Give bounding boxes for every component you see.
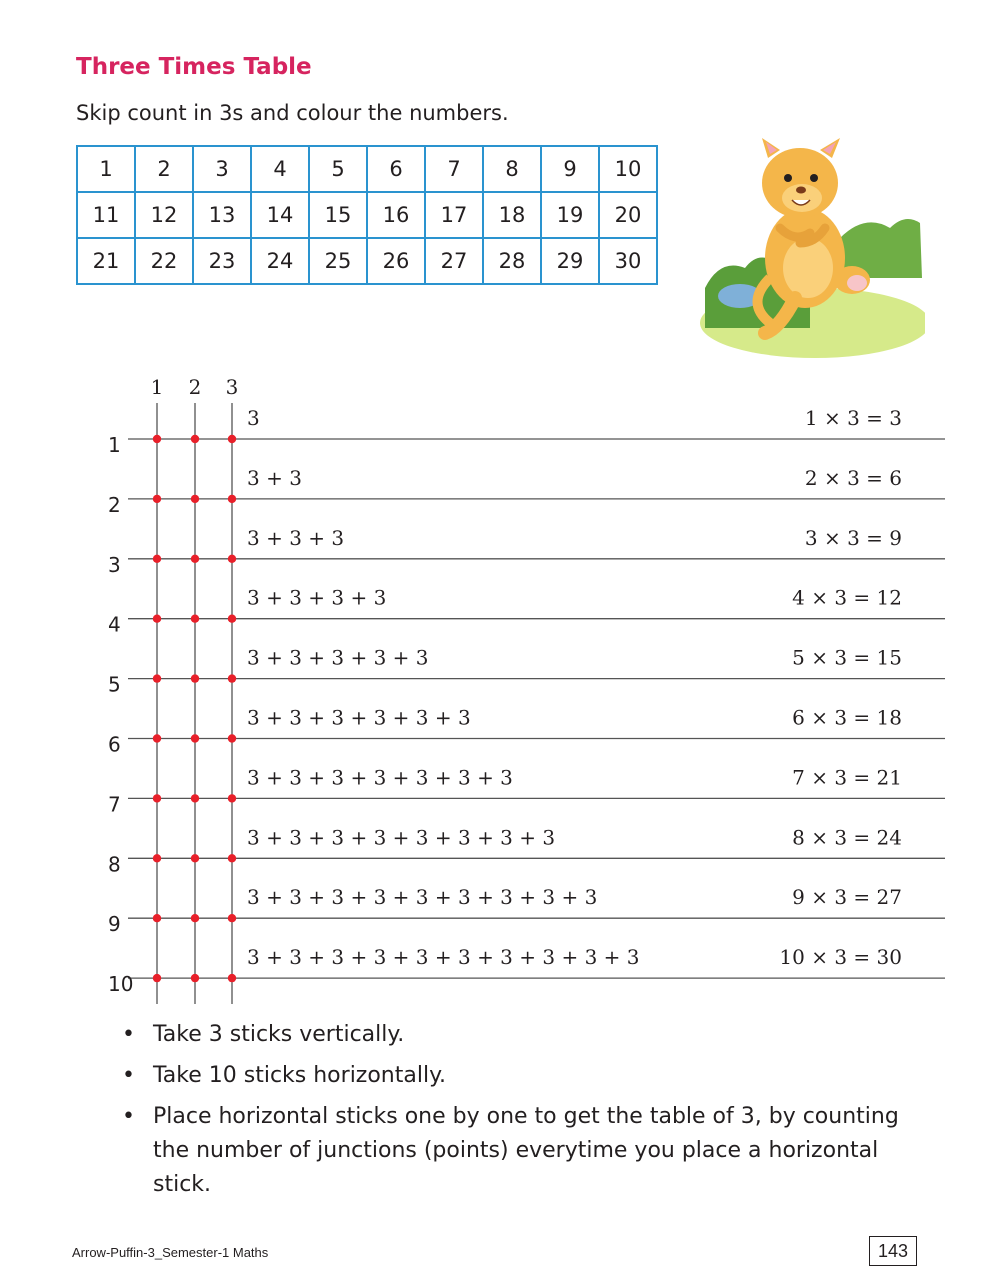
- grid-cell[interactable]: 17: [425, 192, 483, 238]
- junction-point: [228, 794, 236, 802]
- horizontal-stick-label: 10: [108, 972, 134, 997]
- junction-point: [228, 854, 236, 862]
- junction-point: [191, 435, 199, 443]
- grid-cell[interactable]: 26: [367, 238, 425, 284]
- multiplication-fact: 5 × 3 = 15: [792, 645, 902, 670]
- multiplication-fact: 1 × 3 = 3: [804, 406, 902, 430]
- list-item: [110, 1059, 930, 1093]
- grid-cell[interactable]: 19: [541, 192, 599, 238]
- grid-cell[interactable]: 6: [367, 146, 425, 192]
- junction-point: [191, 615, 199, 623]
- repeated-addition: 3 + 3 + 3 + 3 + 3: [247, 645, 429, 670]
- vertical-stick-label: 1: [150, 375, 164, 399]
- horizontal-stick-label: 6: [108, 732, 121, 757]
- horizontal-stick-label: 4: [108, 612, 121, 637]
- list-item: [110, 1100, 930, 1202]
- grid-cell[interactable]: 15: [309, 192, 367, 238]
- grid-cell[interactable]: 29: [541, 238, 599, 284]
- repeated-addition: 3 + 3 + 3 + 3 + 3 + 3: [247, 705, 471, 730]
- bullet-dot: •: [122, 1104, 135, 1129]
- grid-cell[interactable]: 3: [193, 146, 251, 192]
- junction-point: [153, 734, 161, 742]
- junction-point: [228, 734, 236, 742]
- junction-point: [191, 674, 199, 682]
- junction-point: [228, 974, 236, 982]
- junction-point: [228, 914, 236, 922]
- grid-cell[interactable]: 7: [425, 146, 483, 192]
- grid-cell[interactable]: 21: [77, 238, 135, 284]
- junction-point: [191, 495, 199, 503]
- multiplication-fact: 6 × 3 = 18: [792, 705, 902, 730]
- instruction-list: [110, 1018, 930, 1209]
- horizontal-stick-label: 8: [108, 852, 121, 877]
- page-number: 143: [869, 1236, 917, 1266]
- junction-point: [228, 615, 236, 623]
- repeated-addition: 3 + 3 + 3 + 3 + 3 + 3 + 3 + 3 + 3 + 3: [247, 945, 640, 970]
- junction-point: [191, 854, 199, 862]
- bullet-text: Place horizontal sticks one by one to get the table of 3, by counting the number of junctions (points) everytime you place a horizontal stick.: [153, 1104, 899, 1197]
- grid-cell[interactable]: 24: [251, 238, 309, 284]
- junction-point: [191, 914, 199, 922]
- grid-cell[interactable]: 14: [251, 192, 309, 238]
- junction-point: [191, 794, 199, 802]
- grid-cell[interactable]: 27: [425, 238, 483, 284]
- instruction-text: Skip count in 3s and colour the numbers.: [76, 101, 509, 125]
- multiplication-fact: 2 × 3 = 6: [804, 465, 902, 490]
- bullet-dot: •: [122, 1063, 135, 1088]
- grid-cell[interactable]: 4: [251, 146, 309, 192]
- grid-cell[interactable]: 20: [599, 192, 657, 238]
- junction-point: [191, 555, 199, 563]
- bullet-dot: •: [122, 1022, 135, 1047]
- grid-cell[interactable]: 9: [541, 146, 599, 192]
- grid-cell[interactable]: 16: [367, 192, 425, 238]
- junction-point: [153, 495, 161, 503]
- repeated-addition: 3 + 3: [247, 465, 302, 490]
- footer-text: Arrow-Puffin-3_Semester-1 Maths: [72, 1245, 269, 1260]
- horizontal-stick-label: 2: [108, 492, 121, 517]
- bullet-text: Take 10 sticks horizontally.: [153, 1063, 446, 1088]
- horizontal-stick-label: 3: [108, 552, 121, 577]
- grid-cell[interactable]: 13: [193, 192, 251, 238]
- multiplication-fact: 7 × 3 = 21: [792, 765, 902, 790]
- repeated-addition: 3: [247, 406, 260, 430]
- junction-point: [153, 435, 161, 443]
- junction-point: [153, 555, 161, 563]
- junction-point: [153, 674, 161, 682]
- repeated-addition: 3 + 3 + 3: [247, 525, 345, 550]
- horizontal-stick-label: 9: [108, 912, 121, 937]
- multiplication-fact: 9 × 3 = 27: [792, 885, 902, 910]
- grid-cell[interactable]: 28: [483, 238, 541, 284]
- junction-point: [191, 974, 199, 982]
- grid-cell[interactable]: 12: [135, 192, 193, 238]
- grid-cell[interactable]: 5: [309, 146, 367, 192]
- grid-cell[interactable]: 2: [135, 146, 193, 192]
- grid-cell[interactable]: 11: [77, 192, 135, 238]
- page-title: Three Times Table: [76, 54, 312, 80]
- vertical-stick-label: 2: [188, 375, 202, 399]
- junction-point: [228, 674, 236, 682]
- junction-point: [153, 794, 161, 802]
- list-item: [110, 1018, 930, 1052]
- grid-cell[interactable]: 25: [309, 238, 367, 284]
- junction-point: [191, 734, 199, 742]
- repeated-addition: 3 + 3 + 3 + 3 + 3 + 3 + 3 + 3 + 3: [247, 885, 598, 910]
- horizontal-stick-label: 5: [108, 672, 121, 697]
- repeated-addition: 3 + 3 + 3 + 3 + 3 + 3 + 3: [247, 765, 513, 790]
- vertical-stick-label: 3: [225, 375, 239, 399]
- multiplication-fact: 4 × 3 = 12: [792, 585, 902, 610]
- junction-point: [153, 615, 161, 623]
- multiplication-fact: 10 × 3 = 30: [779, 945, 902, 970]
- horizontal-stick-label: 1: [108, 433, 121, 457]
- junction-point: [153, 914, 161, 922]
- junction-point: [228, 495, 236, 503]
- grid-cell[interactable]: 1: [77, 146, 135, 192]
- grid-cell[interactable]: 10: [599, 146, 657, 192]
- bullet-text: Take 3 sticks vertically.: [153, 1022, 405, 1047]
- junction-point: [228, 555, 236, 563]
- junction-point: [228, 435, 236, 443]
- grid-cell[interactable]: 8: [483, 146, 541, 192]
- junction-point: [153, 854, 161, 862]
- junction-point: [153, 974, 161, 982]
- grid-cell[interactable]: 18: [483, 192, 541, 238]
- horizontal-stick-label: 7: [108, 792, 121, 817]
- grid-cell[interactable]: 30: [599, 238, 657, 284]
- grid-cell[interactable]: 22: [135, 238, 193, 284]
- repeated-addition: 3 + 3 + 3 + 3 + 3 + 3 + 3 + 3: [247, 825, 556, 850]
- multiplication-fact: 8 × 3 = 24: [792, 825, 902, 850]
- repeated-addition: 3 + 3 + 3 + 3: [247, 585, 387, 610]
- multiplication-fact: 3 × 3 = 9: [804, 525, 902, 550]
- grid-cell[interactable]: 23: [193, 238, 251, 284]
